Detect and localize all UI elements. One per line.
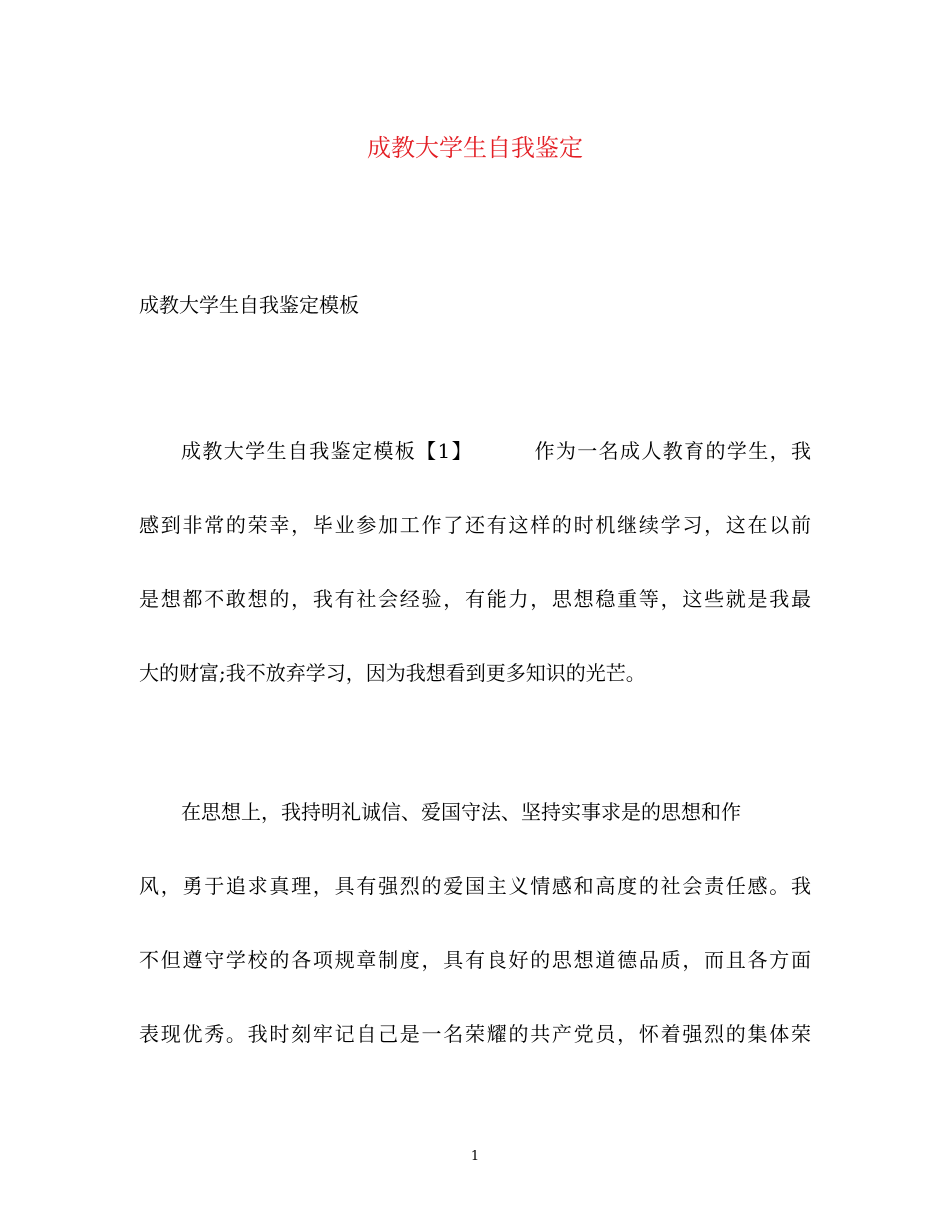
paragraph-2-line-2: 风，勇于追求真理，具有强烈的爱国主义情感和高度的社会责任感。我 <box>139 874 811 898</box>
paragraph-1-heading: 成教大学生自我鉴定模板【1】 <box>181 439 474 463</box>
page-number: 1 <box>470 1149 480 1164</box>
paragraph-1-line-2: 感到非常的荣幸，毕业参加工作了还有这样的时机继续学习，这在以前 <box>139 513 811 537</box>
paragraph-1-line-3: 是想都不敢想的，我有社会经验，有能力，思想稳重等，这些就是我最 <box>139 587 811 611</box>
document-title: 成教大学生自我鉴定 <box>367 134 583 162</box>
document-subtitle: 成教大学生自我鉴定模板 <box>139 293 359 317</box>
paragraph-1-line-1 <box>181 435 811 467</box>
paragraph-1-line-4: 大的财富;我不放弃学习，因为我想看到更多知识的光芒。 <box>139 661 646 685</box>
paragraph-2-line-4: 表现优秀。我时刻牢记自己是一名荣耀的共产党员，怀着强烈的集体荣 <box>139 1022 811 1046</box>
paragraph-1-line-1-text: 作为一名成人教育的学生，我 <box>533 439 811 463</box>
paragraph-2-line-3: 不但遵守学校的各项规章制度，具有良好的思想道德品质，而且各方面 <box>139 948 811 972</box>
paragraph-2-line-1: 在思想上，我持明礼诚信、爱国守法、坚持实事求是的思想和作 <box>181 800 741 824</box>
